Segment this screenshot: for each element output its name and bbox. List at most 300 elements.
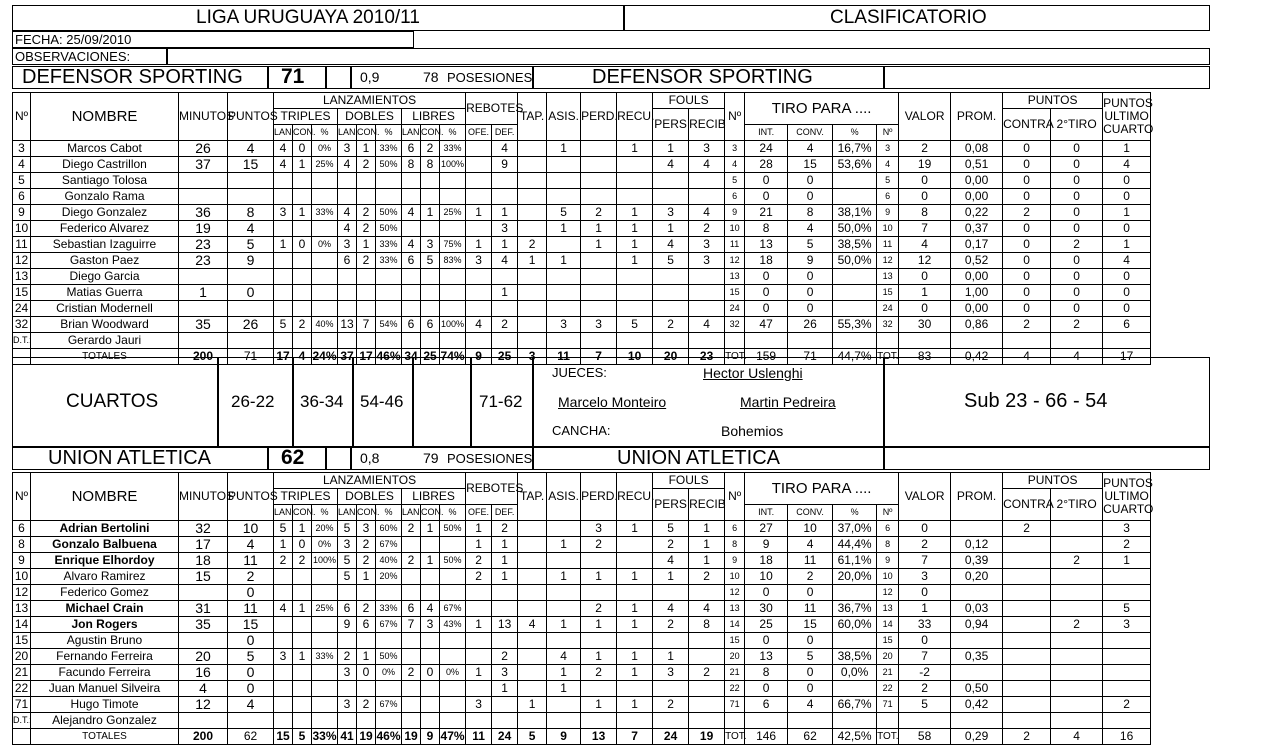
total-min: 200 bbox=[179, 349, 228, 365]
cell-t2p: 60% bbox=[376, 521, 402, 537]
col-valor: VALOR bbox=[899, 93, 951, 141]
cell-conv: 8 bbox=[788, 205, 833, 221]
cell-t3c bbox=[293, 221, 312, 237]
cell-t2c: 3 bbox=[357, 521, 376, 537]
cell-min: 15 bbox=[179, 569, 228, 585]
cell-tap bbox=[518, 681, 547, 697]
cell-empty bbox=[228, 333, 274, 349]
cell-t3p: 0% bbox=[312, 537, 338, 553]
cell-df: 1 bbox=[492, 681, 518, 697]
cell-int: 24 bbox=[745, 141, 788, 157]
cell-empty bbox=[689, 713, 725, 729]
total-val: 58 bbox=[899, 729, 951, 745]
cell-fp: 5 bbox=[653, 521, 689, 537]
cell-tlp bbox=[440, 649, 466, 665]
cell-val: 5 bbox=[899, 697, 951, 713]
cell-fr: 3 bbox=[689, 253, 725, 269]
player-row bbox=[13, 617, 1151, 633]
cell-t3p bbox=[312, 269, 338, 285]
col-pers: PERS bbox=[653, 489, 689, 521]
cell-pc bbox=[833, 189, 877, 205]
total-conv: 71 bbox=[788, 349, 833, 365]
col-tap: TAP. bbox=[518, 473, 547, 521]
cell-int: 25 bbox=[745, 617, 788, 633]
cell-fr bbox=[689, 649, 725, 665]
cell-fp: 4 bbox=[653, 553, 689, 569]
cell-n3: 12 bbox=[877, 585, 899, 601]
cell-val: 0 bbox=[899, 269, 951, 285]
cell-t2l: 6 bbox=[338, 601, 357, 617]
cell-df: 2 bbox=[492, 317, 518, 333]
cell-fr bbox=[689, 697, 725, 713]
cell-tll: 8 bbox=[402, 157, 421, 173]
col-int: INT. bbox=[745, 505, 788, 521]
cell-t3c bbox=[293, 189, 312, 205]
col-lan: LAN. bbox=[338, 505, 357, 521]
cell-t2p bbox=[376, 585, 402, 601]
col-libres: LIBRES bbox=[402, 489, 466, 505]
cell-prom: 0,00 bbox=[951, 173, 1003, 189]
col-puntos-ultimo-cuarto bbox=[1103, 93, 1154, 141]
col-def: DEF. bbox=[492, 505, 518, 521]
cell-tap bbox=[518, 301, 547, 317]
cell-tap bbox=[518, 285, 547, 301]
cell-empty bbox=[617, 713, 653, 729]
cell-tll bbox=[402, 173, 421, 189]
cell-val: 3 bbox=[899, 569, 951, 585]
cell-t2p: 33% bbox=[376, 141, 402, 157]
col-dobles: DOBLES bbox=[338, 109, 402, 125]
cell-pts bbox=[228, 173, 274, 189]
cell-fr: 1 bbox=[689, 537, 725, 553]
cell-pc bbox=[833, 681, 877, 697]
cell-prom: 0,08 bbox=[951, 141, 1003, 157]
cell-t3c: 1 bbox=[293, 205, 312, 221]
cell-tlp: 67% bbox=[440, 601, 466, 617]
col-n: Nº bbox=[13, 473, 31, 521]
cell-df bbox=[492, 585, 518, 601]
cell-t3c bbox=[293, 665, 312, 681]
cell-prom: 0,94 bbox=[951, 617, 1003, 633]
cell-n2: 71 bbox=[725, 697, 745, 713]
cell-val: -2 bbox=[899, 665, 951, 681]
cell-tap bbox=[518, 189, 547, 205]
cell-ult: 2 bbox=[1103, 697, 1151, 713]
cell-contra bbox=[1003, 665, 1051, 681]
cell-empty bbox=[357, 333, 376, 349]
cell-n2: 9 bbox=[725, 553, 745, 569]
cell-t3l bbox=[274, 221, 293, 237]
cell-n3: 15 bbox=[877, 633, 899, 649]
cell-perd: 1 bbox=[581, 697, 617, 713]
cell-recu bbox=[617, 633, 653, 649]
cell-t2l bbox=[338, 585, 357, 601]
cell-min: 4 bbox=[179, 681, 228, 697]
cell-of: 3 bbox=[466, 253, 492, 269]
cell-int: 6 bbox=[745, 697, 788, 713]
col-int: INT. bbox=[745, 125, 788, 141]
cell-val: 12 bbox=[899, 253, 951, 269]
cell-t3l: 3 bbox=[274, 205, 293, 221]
cell-min: 18 bbox=[179, 553, 228, 569]
cell-empty bbox=[725, 333, 745, 349]
cell-pts bbox=[228, 269, 274, 285]
cell-pc: 50,0% bbox=[833, 253, 877, 269]
cell-empty bbox=[274, 333, 293, 349]
player-row bbox=[13, 237, 1151, 253]
cell-tlc bbox=[421, 649, 440, 665]
cell-tlc bbox=[421, 585, 440, 601]
player-row bbox=[13, 189, 1151, 205]
cell-recu: 1 bbox=[617, 205, 653, 221]
cell-n: 9 bbox=[13, 553, 31, 569]
cell-val: 1 bbox=[899, 285, 951, 301]
cell-tap bbox=[518, 665, 547, 681]
cell-empty bbox=[951, 713, 1003, 729]
league-title: LIGA URUGUAYA 2010/11 bbox=[196, 7, 420, 28]
cell-t3c bbox=[293, 285, 312, 301]
cell-empty bbox=[547, 713, 581, 729]
col-rebotes: REBOTES bbox=[466, 473, 518, 505]
cell-df bbox=[492, 697, 518, 713]
fecha-label: FECHA: 25/09/2010 bbox=[15, 32, 132, 47]
total-tll: 19 bbox=[402, 729, 421, 745]
total-pc: 42,5% bbox=[833, 729, 877, 745]
cell-tll: 7 bbox=[402, 617, 421, 633]
col-n-3: Nº bbox=[877, 505, 899, 521]
cell-name: Brian Woodward bbox=[31, 317, 179, 333]
cell-of: 1 bbox=[466, 665, 492, 681]
cell-perd bbox=[581, 585, 617, 601]
cell-name: Facundo Ferreira bbox=[31, 665, 179, 681]
cell-seg: 0 bbox=[1051, 285, 1103, 301]
cell-t2c: 2 bbox=[357, 697, 376, 713]
cell-perd: 1 bbox=[581, 221, 617, 237]
cell-pc: 38,5% bbox=[833, 237, 877, 253]
cell-t3p bbox=[312, 665, 338, 681]
cell-t3l: 4 bbox=[274, 141, 293, 157]
cell-ult: 0 bbox=[1103, 269, 1151, 285]
cell-conv: 0 bbox=[788, 681, 833, 697]
cell-recu bbox=[617, 189, 653, 205]
cell-recu bbox=[617, 285, 653, 301]
totals-row bbox=[13, 729, 1151, 745]
cell-empty bbox=[877, 713, 899, 729]
cell-fp: 5 bbox=[653, 253, 689, 269]
cell-of bbox=[466, 285, 492, 301]
cell-tll bbox=[402, 585, 421, 601]
cell-asis bbox=[547, 697, 581, 713]
cell-n3: 15 bbox=[877, 285, 899, 301]
cell-name: Alvaro Ramirez bbox=[31, 569, 179, 585]
cell-df: 13 bbox=[492, 617, 518, 633]
cell-tlc bbox=[421, 681, 440, 697]
col-recib: RECIB bbox=[689, 109, 725, 141]
cell-prom: 0,52 bbox=[951, 253, 1003, 269]
cell-tlc bbox=[421, 269, 440, 285]
cell-recu: 1 bbox=[617, 141, 653, 157]
total-fp: 24 bbox=[653, 729, 689, 745]
cell-n: 12 bbox=[13, 585, 31, 601]
cell-int: 9 bbox=[745, 537, 788, 553]
cell-contra: 0 bbox=[1003, 173, 1051, 189]
total-prom: 0,42 bbox=[951, 349, 1003, 365]
total-t2c: 19 bbox=[357, 729, 376, 745]
col-fouls: FOULS bbox=[653, 473, 725, 489]
cell-n2: 10 bbox=[725, 569, 745, 585]
cell-val: 0 bbox=[899, 173, 951, 189]
cell-t2l: 9 bbox=[338, 617, 357, 633]
cell-recu: 1 bbox=[617, 221, 653, 237]
col-valor: VALOR bbox=[899, 473, 951, 521]
cell-fr: 1 bbox=[689, 553, 725, 569]
cell-pts bbox=[228, 189, 274, 205]
cell-ult: 1 bbox=[1103, 205, 1151, 221]
total-perd: 13 bbox=[581, 729, 617, 745]
cell-tlc: 1 bbox=[421, 553, 440, 569]
cell-pts: 15 bbox=[228, 617, 274, 633]
cell-df: 2 bbox=[492, 649, 518, 665]
cell-t3p bbox=[312, 189, 338, 205]
cell-n2: 15 bbox=[725, 285, 745, 301]
cell-n3: 71 bbox=[877, 697, 899, 713]
cell-fr bbox=[689, 585, 725, 601]
cell-t2l: 5 bbox=[338, 553, 357, 569]
cell-seg bbox=[1051, 697, 1103, 713]
cell-tlc: 8 bbox=[421, 157, 440, 173]
col-puntos: PUNTOS bbox=[228, 473, 274, 521]
cell-int: 13 bbox=[745, 649, 788, 665]
cell-prom: 0,35 bbox=[951, 649, 1003, 665]
cell-min: 19 bbox=[179, 221, 228, 237]
cell-n: 13 bbox=[13, 601, 31, 617]
cell-contra: 0 bbox=[1003, 141, 1051, 157]
cell-n2: 13 bbox=[725, 269, 745, 285]
col-contra: CONTRA bbox=[1003, 109, 1051, 141]
col-n-2: Nº bbox=[725, 473, 745, 521]
juez-2: Marcelo Monteiro bbox=[558, 394, 667, 410]
cell-empty bbox=[179, 333, 228, 349]
cell-min: 26 bbox=[179, 141, 228, 157]
cell-tll: 6 bbox=[402, 253, 421, 269]
cell-t3p: 33% bbox=[312, 649, 338, 665]
cell-asis bbox=[547, 189, 581, 205]
cell-t2p: 20% bbox=[376, 569, 402, 585]
cell-pc: 37,0% bbox=[833, 521, 877, 537]
cell-df bbox=[492, 173, 518, 189]
col-pct: % bbox=[376, 125, 402, 141]
cell-empty bbox=[228, 713, 274, 729]
cell-seg: 2 bbox=[1051, 617, 1103, 633]
cell-conv: 15 bbox=[788, 157, 833, 173]
cell-t2c: 2 bbox=[357, 221, 376, 237]
totales-label: TOTALES bbox=[31, 729, 179, 745]
cell-ult: 0 bbox=[1103, 301, 1151, 317]
cell-perd bbox=[581, 253, 617, 269]
cell-fr bbox=[689, 173, 725, 189]
player-row bbox=[13, 173, 1151, 189]
cell-t3l bbox=[274, 681, 293, 697]
total-n2: TOT. bbox=[725, 349, 745, 365]
total-int: 159 bbox=[745, 349, 788, 365]
cell-seg: 0 bbox=[1051, 205, 1103, 221]
col-rebotes: REBOTES bbox=[466, 93, 518, 125]
cell-t2p bbox=[376, 633, 402, 649]
cell-t2p bbox=[376, 189, 402, 205]
cell-n3: 10 bbox=[877, 221, 899, 237]
cell-tlp bbox=[440, 537, 466, 553]
cell-perd bbox=[581, 301, 617, 317]
cell-tap bbox=[518, 553, 547, 569]
team1-stats-table bbox=[12, 92, 1154, 365]
cell-n: 15 bbox=[13, 633, 31, 649]
team-score: 71 bbox=[281, 65, 305, 88]
cell-t2p: 40% bbox=[376, 553, 402, 569]
player-row bbox=[13, 681, 1151, 697]
col-puntos-group: PUNTOS bbox=[1003, 93, 1103, 109]
team-name: UNION ATLETICA bbox=[48, 447, 211, 469]
team-name-right: UNION ATLETICA bbox=[617, 447, 780, 469]
quarter-2-score: 36-34 bbox=[300, 392, 344, 411]
cell-tll bbox=[402, 649, 421, 665]
cell-t2c bbox=[357, 301, 376, 317]
cell-prom bbox=[951, 665, 1003, 681]
cell-ult: 6 bbox=[1103, 317, 1151, 333]
cell-contra: 0 bbox=[1003, 221, 1051, 237]
cell-pts: 0 bbox=[228, 585, 274, 601]
cell-name: Diego Gonzalez bbox=[31, 205, 179, 221]
cell-fp bbox=[653, 633, 689, 649]
total-df: 24 bbox=[492, 729, 518, 745]
cell-tap: 4 bbox=[518, 617, 547, 633]
cell-conv: 0 bbox=[788, 633, 833, 649]
cell-t2l bbox=[338, 301, 357, 317]
total-t3p: 33% bbox=[312, 729, 337, 743]
cell-fp: 1 bbox=[653, 569, 689, 585]
col-pct-2: % bbox=[833, 505, 877, 521]
cell-t3p: 25% bbox=[312, 601, 338, 617]
cell-tlc: 1 bbox=[421, 205, 440, 221]
cell-fp bbox=[653, 189, 689, 205]
cell-prom: 0,22 bbox=[951, 205, 1003, 221]
cell-n2: 4 bbox=[725, 157, 745, 173]
cell-name: Gonzalo Rama bbox=[31, 189, 179, 205]
coach-name: Gerardo Jauri bbox=[31, 333, 179, 349]
cell-n2: 6 bbox=[725, 189, 745, 205]
cell-t3c: 1 bbox=[293, 521, 312, 537]
cell-df bbox=[492, 301, 518, 317]
cell-t2p: 50% bbox=[376, 649, 402, 665]
cell-t2p: 0% bbox=[376, 665, 402, 681]
cell-df: 2 bbox=[492, 521, 518, 537]
cell-t3c bbox=[293, 617, 312, 633]
cell-n: 21 bbox=[13, 665, 31, 681]
cell-n3: 14 bbox=[877, 617, 899, 633]
cell-seg bbox=[1051, 633, 1103, 649]
total-contra: 2 bbox=[1003, 729, 1051, 745]
cell-name: Gaston Paez bbox=[31, 253, 179, 269]
cell-t2c bbox=[357, 585, 376, 601]
cell-name: Diego Castrillon bbox=[31, 157, 179, 173]
cell-contra bbox=[1003, 633, 1051, 649]
cell-n2: 13 bbox=[725, 601, 745, 617]
cell-ult bbox=[1103, 633, 1151, 649]
cell-t2p bbox=[376, 301, 402, 317]
cell-of bbox=[466, 221, 492, 237]
player-row bbox=[13, 301, 1151, 317]
col-pct-2: % bbox=[833, 125, 877, 141]
cell-t2l: 3 bbox=[338, 697, 357, 713]
cell-conv: 0 bbox=[788, 585, 833, 601]
total-min: 200 bbox=[179, 729, 228, 745]
cell-t3c bbox=[293, 633, 312, 649]
cell-perd bbox=[581, 681, 617, 697]
cell-val: 8 bbox=[899, 205, 951, 221]
cell-tlc bbox=[421, 301, 440, 317]
cell-val: 0 bbox=[899, 521, 951, 537]
cell-t3c: 1 bbox=[293, 601, 312, 617]
total-pc: 44,7% bbox=[833, 349, 877, 365]
cell-recu: 1 bbox=[617, 601, 653, 617]
cell-t2l bbox=[338, 681, 357, 697]
cell-conv: 0 bbox=[788, 269, 833, 285]
cell-t3l bbox=[274, 569, 293, 585]
cell-t2c: 2 bbox=[357, 553, 376, 569]
cell-n3: 21 bbox=[877, 665, 899, 681]
cell-t2p: 50% bbox=[376, 157, 402, 173]
cell-pc: 53,6% bbox=[833, 157, 877, 173]
total-t3c: 4 bbox=[293, 349, 312, 365]
cell-conv: 9 bbox=[788, 253, 833, 269]
cell-pts: 5 bbox=[228, 237, 274, 253]
cell-t3p bbox=[312, 173, 338, 189]
cell-asis: 5 bbox=[547, 205, 581, 221]
col-nombre: NOMBRE bbox=[31, 473, 179, 521]
cell-int: 0 bbox=[745, 585, 788, 601]
cell-n: 6 bbox=[13, 189, 31, 205]
cell-df: 1 bbox=[492, 569, 518, 585]
col-puntos-group: PUNTOS bbox=[1003, 473, 1103, 489]
player-row bbox=[13, 157, 1151, 173]
cell-tll bbox=[402, 189, 421, 205]
cell-tap bbox=[518, 601, 547, 617]
cell-tlc: 4 bbox=[421, 601, 440, 617]
total-tap: 3 bbox=[518, 349, 547, 365]
cell-df: 3 bbox=[492, 221, 518, 237]
cell-pc bbox=[833, 269, 877, 285]
col-tap: TAP. bbox=[518, 93, 547, 141]
total-asis: 9 bbox=[547, 729, 581, 745]
cell-tlp: 100% bbox=[440, 157, 466, 173]
col-minutos: MINUTOS bbox=[179, 93, 228, 141]
cell-seg: 0 bbox=[1051, 173, 1103, 189]
cell-of bbox=[466, 173, 492, 189]
cell-of: 3 bbox=[466, 697, 492, 713]
cell-prom: 0,12 bbox=[951, 537, 1003, 553]
cell-val: 2 bbox=[899, 141, 951, 157]
cell-fr: 4 bbox=[689, 157, 725, 173]
cell-val: 7 bbox=[899, 553, 951, 569]
cell-t2p: 54% bbox=[376, 317, 402, 333]
cell-n3: 24 bbox=[877, 301, 899, 317]
total-prom: 0,29 bbox=[951, 729, 1003, 745]
cell-t3p bbox=[312, 633, 338, 649]
cell-empty bbox=[1103, 713, 1151, 729]
cell-tlp: 100% bbox=[440, 317, 466, 333]
cell-conv: 0 bbox=[788, 301, 833, 317]
cell-t3p bbox=[312, 681, 338, 697]
col-n-3: Nº bbox=[877, 125, 899, 141]
